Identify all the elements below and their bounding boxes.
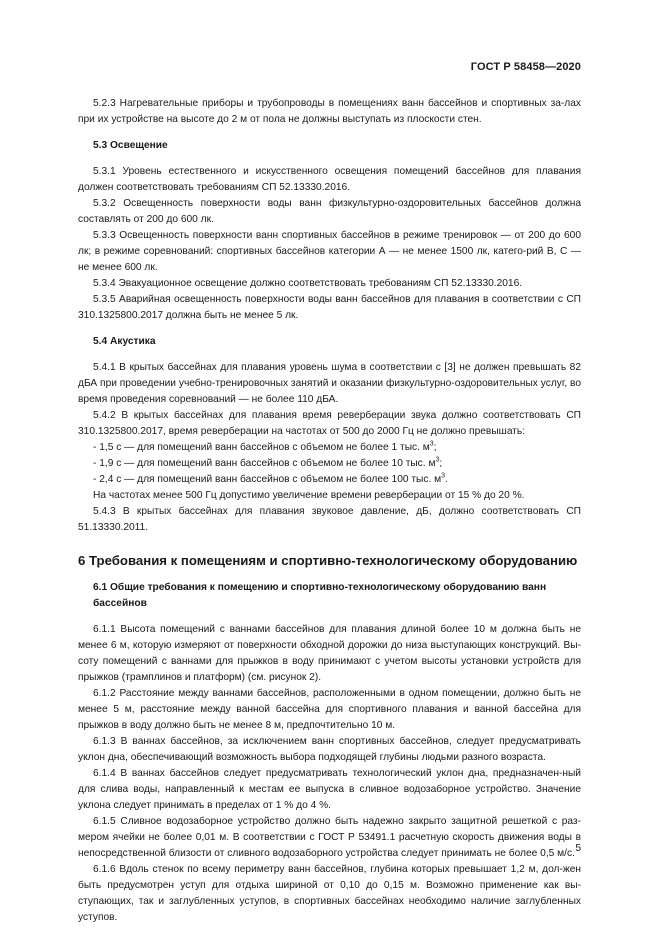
clause-5-4-2-note: На частотах менее 500 Гц допустимо увеличение времени реверберации от 15 % до 20 %. [93, 490, 525, 501]
list-item-1: - 1,5 с — для помещений ванн бассейнов с объемом не более 1 тыс. $м^3$; [93, 440, 437, 453]
clause-5-4-2: 5.4.2 В крытых бассейнах для плавания время реверберации звука должно соответствовать СП 310.1325800.2017, время реверберации на частотах от 500 до 2000 Гц не должно превышать: [78, 410, 581, 437]
clause-5-2-3: 5.2.3 Нагревательные приборы и трубопроводы в помещениях ванн бассейнов и спортивных за-лах при их устройстве на высоте до 2 м от пола не должны выступать из плоскости стен. [78, 98, 581, 125]
section-5-3-title: 5.3 Освещение [93, 140, 168, 151]
clause-5-3-4: 5.3.4 Эвакуационное освещение должно соответствовать требованиям СП 52.13330.2016. [93, 278, 523, 289]
clause-5-3-2: 5.3.2 Освещенность поверхности воды ванн физкультурно-оздоровительных бассейнов должна составлять от 200 до 600 лк. [78, 198, 581, 225]
list-item-2: - 1,9 с — для помещений ванн бассейнов с объемом не более 10 тыс. $м^3$; [93, 456, 443, 469]
clause-5-4-1: 5.4.1 В крытых бассейнах для плавания уровень шума в соответствии с [3] не должен превышать 82 дБА при проведении учебно-тренировочных занятий и оказании физкультурно-оздоровительных услуг, во время проведения соревнований — не более 110 дБА. [78, 362, 581, 405]
clause-5-3-5: 5.3.5 Аварийная освещенность поверхности воды ванн бассейнов для плавания в соответствии с СП 310.1325800.2017 должна быть не менее 5 лк. [78, 294, 581, 321]
clause-6-1-3: 6.1.3 В ваннах бассейнов, за исключением ванн спортивных бассейнов, следует предусматривать уклон дна, обеспечивающий возможность выбора подходящей глубины людьми разного возраста. [78, 736, 581, 763]
clause-6-1-6: 6.1.6 Вдоль стенок по всему периметру ванн бассейнов, глубина которых превышает 1,2 м, дол-жен быть предусмотрен уступ для отдыха шириной от 0,10 до 0,15 м. Возможно применение как вы-ступающих, так и заглубленных уступов, в спортивных бассейнах необходимо наличие заглубленных уступов. [78, 864, 581, 923]
clause-6-1-2: 6.1.2 Расстояние между ваннами бассейнов, расположенными в одном помещении, должно быть не менее 5 м, расстояние между ванной бассейна для спортивного плавания и ванной бассейна для прыжков в воду должно быть не менее 8 м, предпочтительно 10 м. [78, 688, 581, 731]
page-number: 5 [575, 843, 581, 854]
clause-6-1-5: 6.1.5 Сливное водозаборное устройство должно быть надежно закрыто защитной решеткой с раз-мером ячейки не более 0,01 м. В соответствии с ГОСТ Р 53491.1 расчетную скорость движения воды в непосредственной близости от сливного водозаборного устройства следует принимать не более 0,5 м/с. [78, 816, 581, 859]
section-6-1-title: 6.1 Общие требования к помещению и спортивно-технологическому оборудованию ванн бассейнов [93, 582, 547, 609]
clause-5-3-3: 5.3.3 Освещенность поверхности ванн спортивных бассейнов в режиме тренировок — от 200 до 600 лк; в режиме соревнований: спортивных бассейнов категории А — не менее 1500 лк, катего-рий В, С — не менее 600 лк. [78, 230, 581, 273]
clause-5-4-3: 5.4.3 В крытых бассейнах для плавания звуковое давление, дБ, должно соответствовать СП 51.13330.2011. [78, 506, 581, 533]
section-6-title: 6 Требования к помещениям и спортивно-технологическому оборудованию [78, 553, 578, 568]
document-code: ГОСТ Р 58458—2020 [470, 61, 581, 73]
section-5-4-title: 5.4 Акустика [93, 336, 156, 347]
clause-6-1-4: 6.1.4 В ваннах бассейнов следует предусматривать технологический уклон дна, предназначен-ный для слива воды, направленный к местам ее выпуска в сливное водозаборное устройство. Значение уклона следует принимать в пределах от 1 % до 4 %. [78, 768, 581, 811]
document-body [78, 96, 581, 926]
clause-5-3-1: 5.3.1 Уровень естественного и искусственного освещения помещений бассейнов для плавания должен соответствовать требованиям СП 52.13330.2016. [78, 166, 581, 193]
clause-6-1-1: 6.1.1 Высота помещений с ваннами бассейнов для плавания длиной более 10 м должна быть не менее 6 м, которую измеряют от поверхности обходной дорожки до низа выступающих конструкций. Вы-соту помещений с ваннами для прыжков в воду принимают с учетом высоты установки устройств для прыжков (трамплинов и платформ) (см. рисунок 2). [78, 624, 581, 683]
list-item-3: - 2,4 с — для помещений ванн бассейнов с объемом не более 100 тыс. $м^3$. [93, 472, 448, 485]
